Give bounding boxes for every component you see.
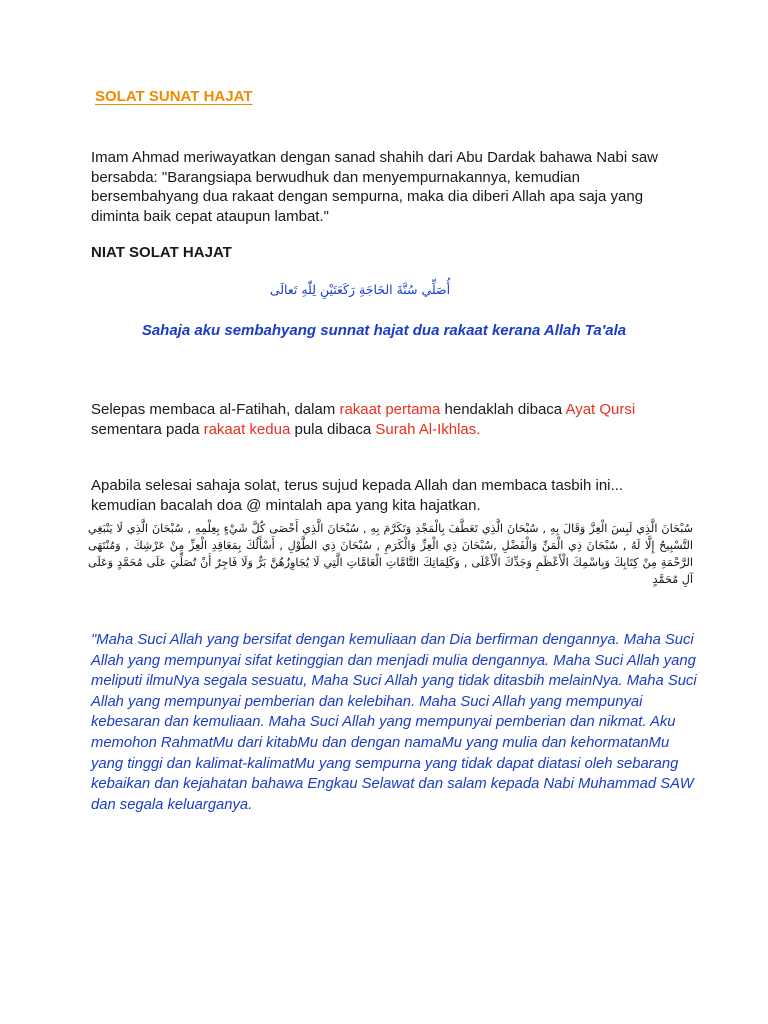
rakaat-kedua-highlight: rakaat kedua: [203, 421, 291, 438]
tasbih-intro-paragraph: Apabila selesai sahaja solat, terus sujud kepada Allah dan membaca tasbih ini... kemudian bacalah doa @ mintalah apa yang kita hajatkan.: [91, 477, 623, 514]
page-title: SOLAT SUNAT HAJAT: [95, 88, 253, 105]
instruction-text-2: hendaklah dibaca: [440, 401, 566, 418]
instruction-text-4: pula dibaca: [290, 421, 376, 438]
instruction-text-3: sementara pada: [91, 421, 204, 438]
instruction-text-1: Selepas membaca al-Fatihah, dalam: [91, 401, 340, 418]
intro-paragraph: Imam Ahmad meriwayatkan dengan sanad shahih dari Abu Dardak bahawa Nabi saw bersabda: "Barangsiapa berwudhuk dan menyempurnakannya, kemudian bersembahyang dua rakaat dengan sempurna, maka dia diberi Allah apa saja yang diminta baik cepat ataupun lambat.": [91, 149, 658, 225]
niat-translation: Sahaja aku sembahyang sunnat hajat dua rakaat kerana Allah Ta'ala: [141, 322, 627, 339]
niat-arabic-text: أُصَلِّي سُنَّةَ الحَاجَةِ رَكَعَتَيْنِ لِلّٰهِ تَعالَى: [269, 282, 451, 297]
instruction-paragraph: [91, 400, 691, 440]
ayat-qursi-highlight: Ayat Qursi: [565, 401, 636, 418]
tasbih-meaning-paragraph: "Maha Suci Allah yang bersifat dengan kemuliaan dan Dia berfirman dengannya. Maha Suci Allah yang mempunyai sifat ketinggian dan menjadi mulia dengannya. Maha Suci Allah yang meliputi ilmuNya segala sesuatu, Maha Suci Allah yang tidak ditasbih melainNya. Maha Suci Allah yang mempunyai pemberian dan kelebihan. Maha Suci Allah yang mempunyai kebesaran dan kemuliaan. Maha Suci Allah yang mempunyai pemberian dan nikmat. Aku memohon RahmatMu dari kitabMu dan dengan namaMu yang mulia dan kehormatanMu yang tinggi dan kalimat-kalimatMu yang sempurna yang tidak dapat diatasi oleh sebarang kebaikan dan kejahatan bahawa Engkau Selawat dan salam kepada Nabi Muhammad SAW dan segala keluarganya.: [91, 632, 697, 813]
surah-ikhlas-highlight: Surah Al-Ikhlas.: [375, 421, 481, 438]
niat-heading: NIAT SOLAT HAJAT: [91, 244, 232, 261]
tasbih-arabic-text: سُبْحَانَ الَّذِي لَبِسَ الْعِزَّ وَقَالَ بِهِ , سُبْحَانَ الَّذِي تَعَطَّفَ بِالْمَجْدِ وَتَكَرَّمَ بِهِ , سُبْحَانَ الَّذِي أَحْصَى كُلَّ شَيْءٍ بِعِلْمِهِ , سُبْحَانَ الَّذِي لَا يَنْبَغِي التَّسْبِيحُ إِلَّا لَهُ , سُبْحَانَ ذِي الْمَنِّ وَالْفَضْلِ ,سُبْحَانَ ذِي الْعِزِّ وَالْكَرَمِ , سُبْحَانَ ذِي الطَّوْلِ , أَسْأَلُكَ بِمَعَاقِدِ الْعِزِّ مِنْ عَرْشِكَ , وَمُنْتَهَى الرَّحْمَةِ مِنْ كِتَابِكَ وَبِاسْمِكَ الْأَعْظَمِ وَجَدِّكَ الْأَعْلَى , وَكَلِمَاتِكَ التَّامَّاتِ الْعَامَّاتِ الَّتِي لَا يُجَاوِزُهُنَّ بَرٌّ وَلَا فَاجِرٌ أَنْ تُصَلِّيَ عَلَى مُحَمَّدٍ وَعَلَى آلِ مُحَمَّدٍ: [88, 522, 693, 586]
rakaat-pertama-highlight: rakaat pertama: [339, 401, 441, 418]
